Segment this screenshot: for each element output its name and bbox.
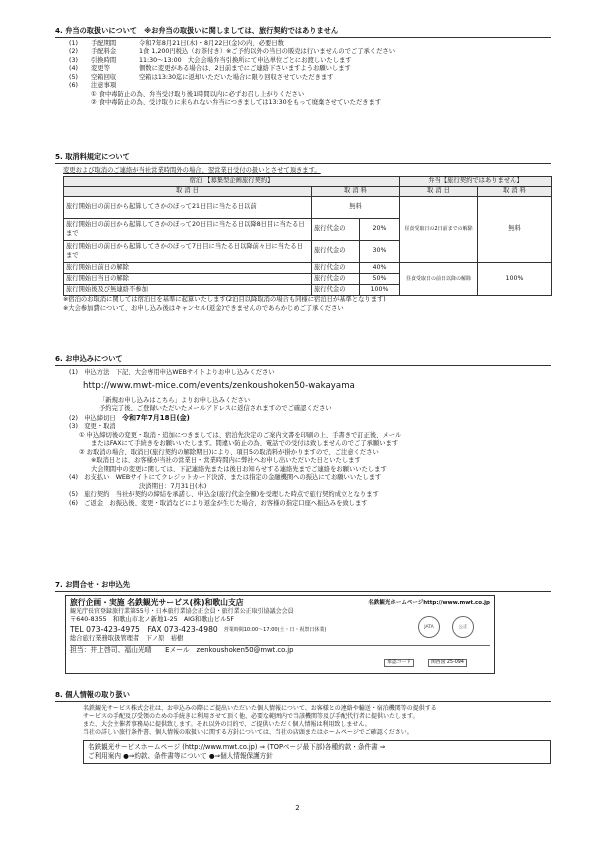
table-row: 旅行開始日の前日から起算してさかのぼって20日目に当たる日以降8日目に当たる日まで 旅行代金の 20% [64,219,552,241]
header-cancel-day: 取 消 日 [400,187,478,197]
bento-row: (2) 手配料金 1食 1,200円税込（お茶付き）※ご予約以外の当日の販売は行いませんのでご了承ください [69,48,395,56]
table-row: 旅行開始日の前日から起算してさかのぼって7日目に当たる日以降前々日に当たる日まで 旅行代金の 30% [64,241,552,263]
cancellation-note: ※宿泊のお取消に関しては宿泊日を基準に起算いたします(2泊目以降取消の場合も同様に宿泊日が基準となります) [63,296,386,304]
manager: 総合旅行業務取扱管理者 下ノ原 裕樹 [70,635,184,643]
approval-code: 関西国 25-094 [428,659,467,667]
bento-row: (3) 引換時間 11:30～13:00 大会会場弁当引換所にて申込単位ごとにお渡しいたします [69,56,352,64]
change-note: ① 申込締切後の変更・取消・追加につきましては、宿泊先決定のご案内文書を印刷の上、手書きで訂正後、メール [79,431,402,439]
header-lodging: 宿泊 【募集型企画旅行契約】 [64,177,400,187]
cancellation-table [63,176,552,296]
section-title: 6. お申込みについて [55,354,551,366]
header-cancel-fee: 取 消 料 [312,187,400,197]
section-title: 8. 個人情報の取り扱い [55,690,551,702]
bento-row: (5) 空箱回収 空箱は13:30迄に返却いただいた場合に限り回収させていただきます [69,73,334,81]
bento-cancel-fee: 無料 [478,197,552,263]
table-row: 旅行開始後及び無連絡不参加 旅行代金の 100% [64,285,552,296]
address: 〒640-8355 和歌山市北ノ新地1-25 AIG和歌山ビル5F [70,616,235,624]
company-name: 旅行企画・実施 名鉄観光サービス(株)和歌山支店 [70,597,244,607]
change-cancel: (3) 変更・取消 [69,423,116,431]
bento-note: ② 食中毒防止の為、受け取りに来られない弁当につきましては13:30をもって廃棄させていただきます [91,99,382,107]
cancellation-intro: 変更および取消のご連絡が当社営業時間外の場合、翌営業日受付の扱いとさせて頂きます。 [63,166,321,174]
homepage-link[interactable]: 名鉄観光ホームページhttp://www.mwt.co.jp [368,599,490,606]
header-bento: 弁当【旅行契約ではありません】 [400,177,552,187]
bento-row: (6) 注意事項 [69,82,117,90]
privacy-text: 当社の詳しい旅行条件書、個人情報の取扱いに関する方針については、当社の店頭またはホームページでご確認ください。 [83,729,413,736]
bento-cancel-day: 昼食受取日の前日以降の解除 [400,263,478,296]
change-note: 大会期間中の変更に関しては、下記連絡先または後日お知らせする連絡先までご連絡をお願いいたします [91,465,387,473]
bento-note: ① 食中毒防止の為、弁当受け取り後1時間以内に必ずお召し上がりください [91,90,305,98]
jata-logo: JATA [418,616,440,638]
fair-trade-logo: 公正 [452,616,474,638]
section-privacy [55,690,551,764]
bento-cancel-day: 昼食受取日の2日前までの解除 [400,197,478,263]
cancellation-note: ※大会参加費について、お申し込み後はキャンセル(返金)できませんのであらかじめご了承ください [63,304,344,312]
apply-url-link[interactable]: http://www.mwt-mice.com/events/zenkoushoken50-wakayama [83,381,355,392]
privacy-text: また、大会主催者事務局に提供致します。それ以外の目的で、ご提供いただく個人情報は利用致しません。 [83,720,371,728]
header-cancel-day: 取 消 日 [64,187,312,197]
refund: (6) ご返金 お振込後、変更・取消などにより返金が生じた場合、お客様の指定口座へ振込みを致します [69,499,368,507]
bento-row: (1) 手配期間 令和7年8月21日(木)・8月22日(金)の内、必要日数 [69,39,284,47]
contact-box [65,595,495,674]
section-title: 5. 取消料規定について [55,152,551,164]
section-application [55,354,551,508]
travel-contract: (5) 旅行契約 当社が契約の締結を承諾し、申込金(旅行代金全額)を受理した時点で旅行契約成立となります [69,491,379,499]
privacy-box [83,740,551,764]
bento-cancel-fee: 100% [478,263,552,296]
apply-method: (1) 申込方法 下記、大会専用申込WEBサイトよりお申し込みください [69,368,275,376]
apply-note: 「新規お申し込みはこちら」よりお申し込みください [99,396,251,404]
deadline-date: 令和7年7月18日(金) [122,413,190,422]
approval-code-label: 承認コード [384,659,414,667]
business-hours: 営業時間10:00～17:00(土・日・祝祭日休業) [223,626,327,633]
section-bento [55,26,551,108]
section-contact [55,580,551,674]
change-note: またはFAXにて手続きをお願いいたします。間違い防止の為、電話での受付は致しませんのでご了承願います [91,440,399,448]
payment-due: 決済期日：7月31日(木) [139,482,207,490]
apply-note: 予約完了後、ご登録いただいたメールアドレスに返信されますのでご確認ください [99,405,332,413]
privacy-text: サービスの手配及び受領のための手続きに利用させて頂く他、必要な範囲内で当該機関等及び手配代行者に提供いたします。 [83,712,419,720]
table-row: 旅行開始日の前日から起算してさかのぼって21日目に当たる日以前 無料 昼食受取日の2日前までの解除 無料 [64,197,552,219]
registration: 観光庁長官登録旅行業第55号・日本旅行業協会正会員・旅行業公正取引協議会会員 [70,608,294,616]
header-cancel-fee: 取 消 料 [478,187,552,197]
table-row: 旅行開始日前日の解除 旅行代金の 40% 昼食受取日の前日以降の解除 100% [64,263,552,274]
privacy-text: 名鉄観光サービス株式会社は、お申込みの際にご提出いただいた個人情報について、お客様との連絡や輸送・宿泊機関等の提供する [83,704,437,712]
privacy-link[interactable]: 名鉄観光サービスホームページ (http://www.mwt.co.jp) ⇒ (TOPページ最下部)各種約款・条件書 ⇒ [88,743,386,752]
table-row: 旅行開始日当日の解除 旅行代金の 50% [64,274,552,285]
payment: (4) お支払い WEBサイトにてクレジットカード決済、または指定の金融機関への振込にてお願いいたします [69,474,382,482]
change-note: ② お取消の場合、取消日(旅行契約の解除期日)により、項目5の取消料が掛かりますので、ご注意ください [79,448,379,456]
section-cancellation [55,152,551,313]
bento-row: (4) 変更等 個数に変更がある場合は、2日前までにご連絡下さいますようお願いします [69,65,351,73]
page-number: 2 [295,804,300,812]
privacy-link[interactable]: ご利用案内 ●⇒約款、条件書等について ●⇒個人情報保護方針 [88,751,273,760]
change-note: ※取消日とは、お客様が当社の営業日・営業時間内に弊社へお申し出いただいた日といたします [91,457,361,465]
apply-deadline: (2) 申込締切日 令和7年7月18日(金) [69,413,190,422]
phone-fax: TEL 073-423-4975 FAX 073-423-4980 [70,624,218,634]
section-title: 4. 弁当の取扱いについて ※お弁当の取扱いに関しましては、旅行契約ではありません [55,26,551,38]
contact-person: 担当：井上啓司、福山光晴 Eメール zenkoushoken50@mwt.co.jp [70,645,490,655]
section-title: 7. お問合せ・お申込先 [55,580,551,592]
